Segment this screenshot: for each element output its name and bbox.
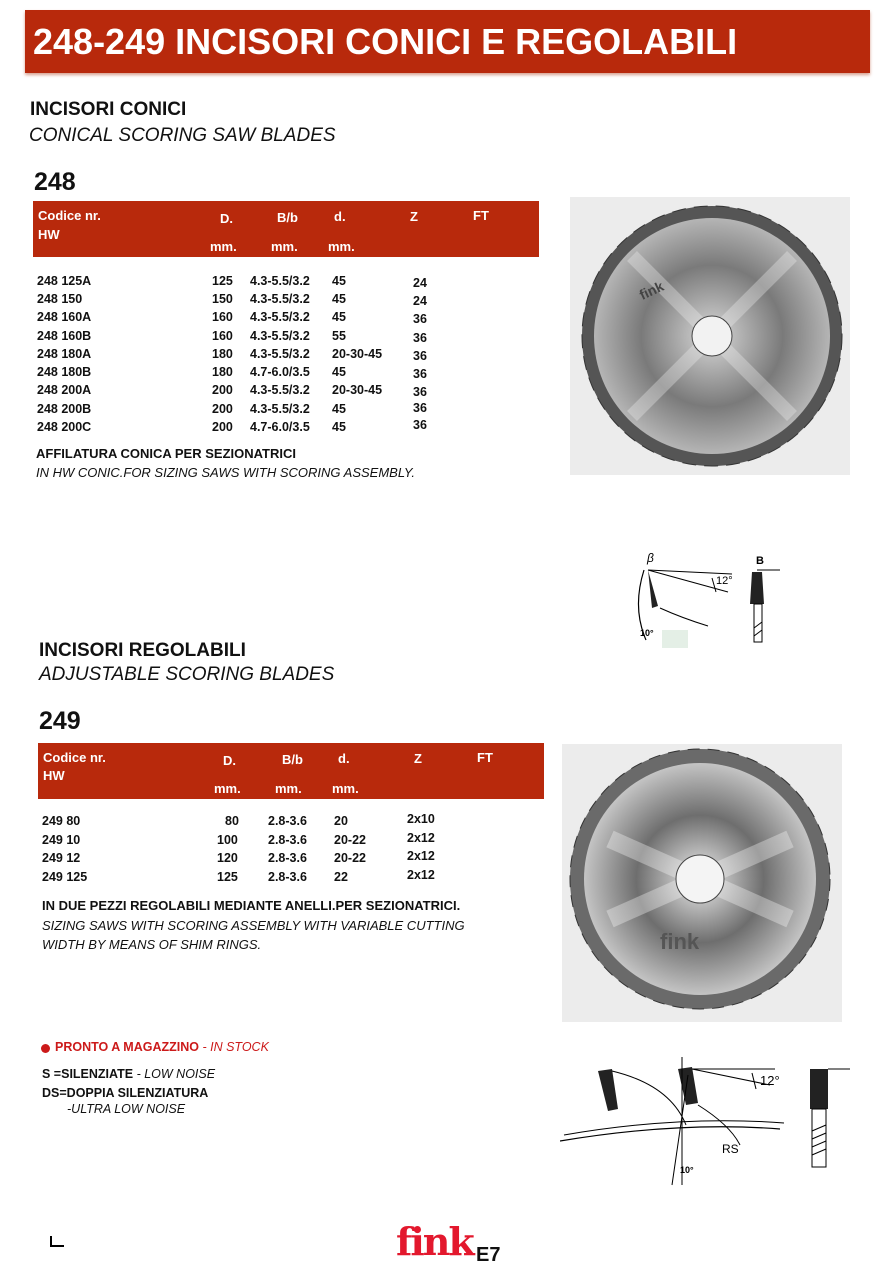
section1-note-it: AFFILATURA CONICA PER SEZIONATRICI xyxy=(36,446,296,461)
section2-code: 249 xyxy=(39,707,81,735)
diagram2-rs: RS xyxy=(722,1142,739,1156)
blade-logo-text: fink xyxy=(636,277,667,303)
section2-title-it: INCISORI REGOLABILI xyxy=(39,640,246,661)
table-row: 249 125 125 2.8-3.6 22 2x12 xyxy=(42,868,435,884)
unit-bb: mm. xyxy=(271,239,298,254)
col-ft: FT xyxy=(477,750,493,765)
diagram1-beta: β xyxy=(647,551,654,565)
col-z: Z xyxy=(414,751,422,766)
section2-note-en-1: SIZING SAWS WITH SCORING ASSEMBLY WITH VARIABLE CUTTING xyxy=(42,918,465,933)
corner-mark-base xyxy=(50,1245,64,1247)
stock-legend xyxy=(55,1040,269,1054)
legend-s-en: - LOW NOISE xyxy=(133,1067,216,1081)
section1-table-header xyxy=(33,201,539,257)
table-row: 248 160B 160 4.3-5.5/3.2 55 36 xyxy=(37,329,427,345)
col-dd: d. xyxy=(338,751,350,766)
table-row: 248 125A 125 4.3-5.5/3.2 45 24 xyxy=(37,274,427,290)
table-row: 248 200C 200 4.7-6.0/3.5 45 36 xyxy=(37,418,427,434)
unit-bb: mm. xyxy=(275,781,302,796)
diagram2-angle2: 10° xyxy=(680,1165,694,1175)
stock-bullet xyxy=(41,1044,50,1053)
page-number: E7 xyxy=(476,1244,501,1266)
col-dd: d. xyxy=(334,209,346,224)
diagram1-b: B xyxy=(756,555,764,567)
section2-note-en-2: WIDTH BY MEANS OF SHIM RINGS. xyxy=(42,937,262,952)
diagram1-angle2: 10° xyxy=(640,628,654,638)
col-d: D. xyxy=(223,753,236,768)
section1-title-en: CONICAL SCORING SAW BLADES xyxy=(29,125,336,146)
col-z: Z xyxy=(410,209,418,224)
section2-note-it: IN DUE PEZZI REGOLABILI MEDIANTE ANELLI.PER SEZIONATRICI. xyxy=(42,898,461,913)
unit-d: mm. xyxy=(210,239,237,254)
section2-table-header xyxy=(38,743,544,799)
col-ft: FT xyxy=(473,208,489,223)
col-d: D. xyxy=(220,211,233,226)
table-row: 249 80 80 2.8-3.6 20 2x10 xyxy=(42,812,435,828)
col-codice: Codice nr. xyxy=(43,750,106,765)
blade-logo-text: fink xyxy=(660,929,700,954)
table-row: 248 150 150 4.3-5.5/3.2 45 24 xyxy=(37,292,427,308)
unit-dd: mm. xyxy=(328,239,355,254)
diagram2-angle: 12° xyxy=(760,1073,780,1088)
adjustable-blade-image xyxy=(562,744,842,1022)
col-hw: HW xyxy=(38,227,60,242)
stock-label-it: PRONTO A MAGAZZINO xyxy=(55,1040,199,1054)
conical-blade-image xyxy=(570,197,850,475)
table-row: 248 160A 160 4.3-5.5/3.2 45 36 xyxy=(37,310,427,326)
table-row: 248 200B 200 4.3-5.5/3.2 45 36 xyxy=(37,401,427,416)
col-hw: HW xyxy=(43,768,65,783)
legend-ds-en: -ULTRA LOW NOISE xyxy=(67,1102,186,1116)
col-bb: B/b xyxy=(282,752,303,767)
adjustable-tooth-diagram xyxy=(560,1055,860,1190)
table-row: 249 12 120 2.8-3.6 20-22 2x12 xyxy=(42,849,435,865)
section1-note-en: IN HW CONIC.FOR SIZING SAWS WITH SCORING ASSEMBLY. xyxy=(36,465,415,480)
col-codice: Codice nr. xyxy=(38,208,101,223)
legend-s xyxy=(42,1067,215,1081)
page-title: 248-249 INCISORI CONICI E REGOLABILI xyxy=(25,10,870,73)
col-bb: B/b xyxy=(277,210,298,225)
table-row: 248 180A 180 4.3-5.5/3.2 20-30-45 36 xyxy=(37,347,427,363)
section1-code: 248 xyxy=(34,168,76,196)
legend-ds-it: DS=DOPPIA SILENZIATURA xyxy=(42,1086,209,1100)
section1-title-it: INCISORI CONICI xyxy=(30,99,187,120)
conical-tooth-diagram xyxy=(612,548,792,650)
legend-s-it: S =SILENZIATE xyxy=(42,1067,134,1081)
fink-logo: fink xyxy=(396,1219,473,1264)
table-row: 248 180B 180 4.7-6.0/3.5 45 36 xyxy=(37,365,427,381)
section2-title-en: ADJUSTABLE SCORING BLADES xyxy=(39,664,335,685)
diagram1-angle: 12° xyxy=(716,575,733,587)
table-row: 249 10 100 2.8-3.6 20-22 2x12 xyxy=(42,831,435,847)
unit-d: mm. xyxy=(214,781,241,796)
stock-label-en: - IN STOCK xyxy=(198,1040,269,1054)
unit-dd: mm. xyxy=(332,781,359,796)
table-row: 248 200A 200 4.3-5.5/3.2 20-30-45 36 xyxy=(37,383,427,399)
